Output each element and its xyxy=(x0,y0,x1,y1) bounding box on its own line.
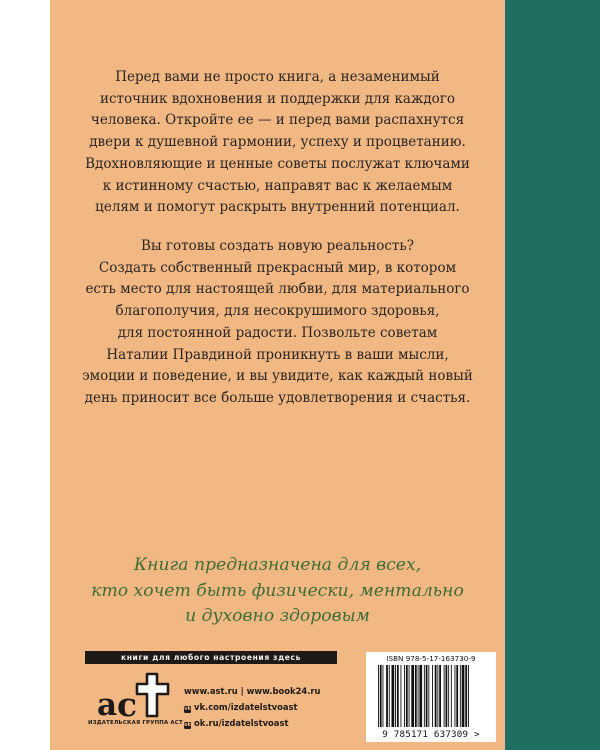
barcode-bar xyxy=(415,665,417,727)
barcode-bar xyxy=(460,665,461,727)
spine-edge xyxy=(505,0,600,750)
barcode-bar xyxy=(395,665,396,727)
barcode-bar xyxy=(409,665,410,727)
barcode-bar xyxy=(465,665,467,727)
barcode-bar xyxy=(424,665,425,727)
description-line: Вы готовы создать новую реальность? xyxy=(141,238,414,254)
barcode-bar xyxy=(386,665,388,727)
tagline-line: кто хочет быть физически, ментально xyxy=(91,580,464,601)
barcode-bar xyxy=(380,665,382,727)
description-line: Создать собственный прекрасный мир, в котором xyxy=(98,259,457,276)
barcode-bar xyxy=(378,665,379,727)
publisher-links xyxy=(184,683,321,731)
barcode-bar xyxy=(426,665,428,727)
ok-link[interactable]: ok.ru/izdatelstvoast xyxy=(194,718,289,728)
barcode-bar xyxy=(383,665,384,727)
barcode-bar xyxy=(462,665,465,727)
description-line: целям и помогут раскрыть внутренний потенциал. xyxy=(95,199,460,216)
publisher-websites[interactable]: www.ast.ru | www.book24.ru xyxy=(184,686,321,696)
description-line: Вдохновляющие и ценные советы послужат ключами xyxy=(85,155,470,172)
publisher-caption: ИЗДАТЕЛЬСКАЯ ГРУППА АСТ xyxy=(88,720,183,726)
description-paragraph-2 xyxy=(50,236,505,410)
barcode-bar xyxy=(456,665,458,727)
barcode-bar xyxy=(432,665,433,727)
barcode-bar xyxy=(401,665,402,727)
barcode-digits: 9 785171 637309 > xyxy=(382,729,480,740)
ok-link-row[interactable] xyxy=(184,715,321,731)
description-line: для постоянной радости. Позвольте советам xyxy=(117,324,438,341)
description-line: благополучия, для несокрушимого здоровья, xyxy=(115,303,440,320)
svg-text:c: c xyxy=(117,685,138,720)
series-slogan-strip: книги для любого настроения здесь xyxy=(85,651,337,664)
vk-icon: vk xyxy=(184,706,191,712)
barcode-bar xyxy=(404,665,405,727)
barcode-bars xyxy=(376,665,486,729)
barcode-bar xyxy=(406,665,408,727)
description-line: Перед вами не просто книга, а незаменимый xyxy=(115,69,440,85)
description-line: источник вдохновения и поддержки для каждого xyxy=(99,90,456,107)
ast-logo-icon xyxy=(91,672,177,720)
odnoklassniki-icon: ok xyxy=(184,722,191,728)
description-line: Наталии Правдиной проникнуть в ваши мысли, xyxy=(106,346,449,363)
barcode-bar xyxy=(428,665,429,727)
description-line: есть место для настоящей любви, для материального xyxy=(85,281,470,298)
barcode-bar xyxy=(451,665,452,727)
vk-link[interactable]: vk.com/izdatelstvoast xyxy=(194,702,298,712)
publisher-logo xyxy=(88,672,182,734)
barcode-bar xyxy=(419,665,422,727)
vk-link-row[interactable] xyxy=(184,699,321,715)
barcode-bar xyxy=(448,665,449,727)
description-line: эмоции и поведение, и вы увидите, как каждый новый xyxy=(82,368,473,385)
barcode-bar xyxy=(392,665,395,727)
barcode-panel xyxy=(366,652,496,742)
tagline-line: Книга предназначена для всех, xyxy=(133,555,422,575)
description-line: двери к душевной гармонии, успеху и процветанию. xyxy=(89,134,466,151)
barcode-bar xyxy=(468,665,469,727)
barcode-bar xyxy=(411,665,414,727)
barcode-bar xyxy=(418,665,419,727)
description-paragraph-1 xyxy=(50,67,505,219)
isbn-number: ISBN 978-5-17-163730-9 xyxy=(386,654,476,663)
barcode-bar xyxy=(455,665,456,727)
target-audience-tagline xyxy=(50,553,505,630)
description-line: день приносит все больше удовлетворения и счастья. xyxy=(84,389,471,406)
svg-text:a: a xyxy=(97,687,118,720)
tagline-line: и духовно здоровым xyxy=(185,606,370,626)
barcode-bar xyxy=(389,665,390,727)
barcode-bar xyxy=(446,665,448,727)
barcode-bar xyxy=(439,665,441,727)
barcode-bar xyxy=(444,665,445,727)
barcode-bar xyxy=(397,665,399,727)
description-line: человека. Откройте ее — и перед вами распахнутся xyxy=(90,112,465,129)
barcode-bar xyxy=(437,665,438,727)
barcode-bar xyxy=(435,665,437,727)
description-line: к истинному счастью, направят вас к желаемым xyxy=(102,177,453,194)
